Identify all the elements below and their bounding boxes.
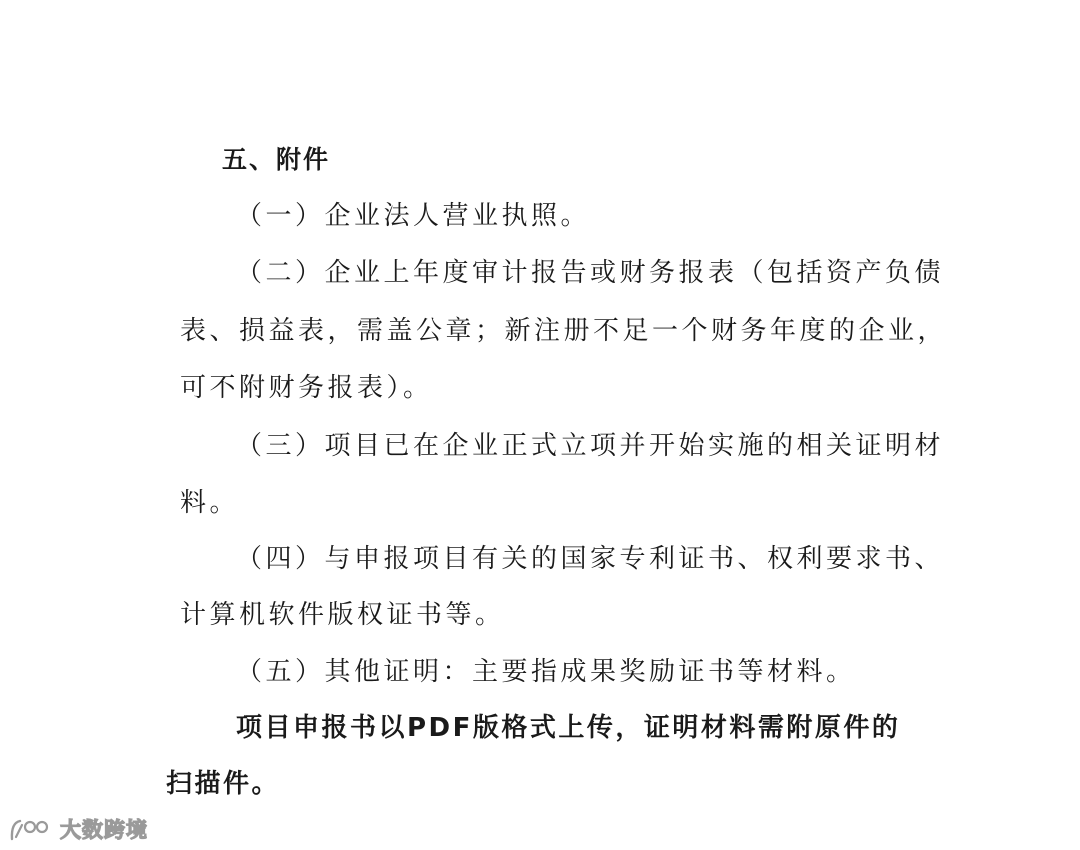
attachment-item-1-line-1: （一）企业法人营业执照。 [236,201,591,231]
closing-note-line-2: 扫描件。 [166,769,281,799]
watermark-text: 大数跨境 [60,818,148,842]
section-heading: 五、附件 [222,145,331,174]
attachment-item-2-line-1: （二）企业上年度审计报告或财务报表（包括资产负债 [236,258,945,288]
attachment-item-4-line-2: 计算机软件版权证书等。 [180,600,505,630]
attachment-item-5-line-1: （五）其他证明：主要指成果奖励证书等材料。 [236,657,856,687]
closing-note-line-1: 项目申报书以PDF版格式上传，证明材料需附原件的 [236,713,901,743]
brand-logo-icon [8,815,54,843]
attachment-item-2-line-3: 可不附财务报表）。 [180,373,433,403]
attachment-item-4-line-1: （四）与申报项目有关的国家专利证书、权利要求书、 [236,544,945,574]
attachment-item-2-line-2: 表、损益表，需盖公章；新注册不足一个财务年度的企业， [180,316,948,346]
attachment-item-3-line-2: 料。 [180,488,240,518]
attachment-item-3-line-1: （三）项目已在企业正式立项并开始实施的相关证明材 [236,431,945,461]
watermark [8,814,148,844]
